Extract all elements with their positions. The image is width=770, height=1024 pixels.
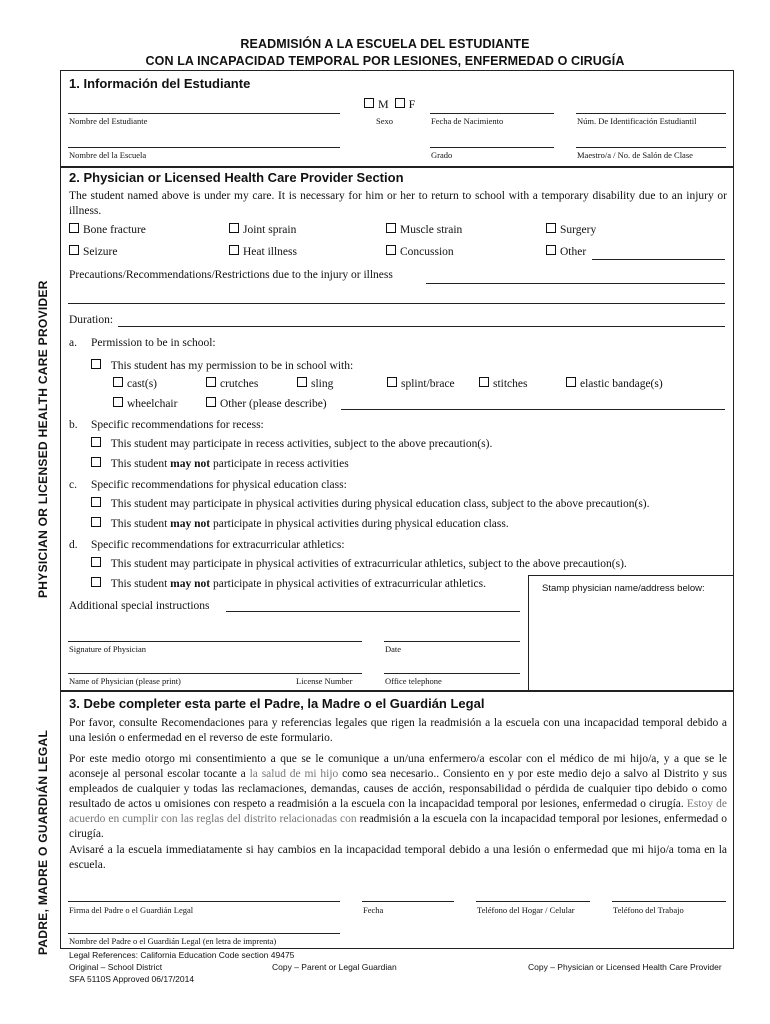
checkbox-icon: [69, 223, 79, 233]
checkbox-icon: [91, 557, 101, 567]
athletics-may[interactable]: This student may participate in physical activities of extracurricular athletics, subject to the above precaution(s).: [91, 557, 627, 570]
work-phone-label: Teléfono del Trabajo: [613, 905, 684, 915]
section3-para1: Por favor, consulte Recomendaciones para y referencias legales que rigen la readmisión a la escuela con una incapacidad temporal debido a una lesión o enfermedad en el reverso de este formulario.: [69, 717, 727, 744]
aid-casts[interactable]: cast(s): [113, 377, 157, 390]
item-d-text: Specific recommendations for extracurricular athletics:: [91, 539, 345, 551]
permission-in-school[interactable]: This student has my permission to be in school with:: [91, 359, 353, 372]
recess-may[interactable]: This student may participate in recess activities, subject to the above precaution(s).: [91, 437, 492, 450]
form-title-line1: READMISIÓN A LA ESCUELA DEL ESTUDIANTE: [240, 37, 530, 51]
section3-para3: Avisaré a la escuela immediatamente si hay cambios en la incapacidad temporal debido a una lesión o enfermedad que mi hijo/a toma en la escuela.: [69, 844, 727, 871]
parent-signature-line[interactable]: [68, 901, 340, 902]
home-phone-label: Teléfono del Hogar / Celular: [477, 905, 575, 915]
home-phone-line[interactable]: [476, 901, 590, 902]
pe-may[interactable]: This student may participate in physical activities during physical education class, subject to the above precaution(s).: [91, 497, 650, 510]
item-a-letter: a.: [69, 337, 77, 349]
condition-joint-sprain[interactable]: Joint sprain: [229, 223, 296, 236]
checkbox-icon: [386, 223, 396, 233]
parent-date-label: Fecha: [363, 905, 384, 915]
aid-other[interactable]: Other (please describe): [206, 397, 327, 410]
condition-bone-fracture[interactable]: Bone fracture: [69, 223, 146, 236]
aid-stitches[interactable]: stitches: [479, 377, 528, 390]
checkbox-icon: [113, 377, 123, 387]
checkbox-icon: [113, 397, 123, 407]
office-telephone-line[interactable]: [384, 673, 520, 674]
parent-name-line[interactable]: [68, 933, 340, 934]
item-b-text: Specific recommendations for recess:: [91, 419, 264, 431]
school-name-label: Nombre del la Escuela: [69, 150, 147, 160]
grade-label: Grado: [431, 150, 453, 160]
birth-date-label: Fecha de Nacimiento: [431, 116, 504, 126]
grade-line[interactable]: [430, 147, 554, 148]
legal-references: Legal References: California Education Code section 49475: [69, 950, 295, 960]
footer-copy-parent: Copy – Parent or Legal Guardian: [272, 962, 397, 972]
checkbox-icon: [91, 457, 101, 467]
parent-name-label: Nombre del Padre o el Guardián Legal (en letra de imprenta): [69, 936, 277, 946]
physician-date-line[interactable]: [384, 641, 520, 642]
condition-concussion[interactable]: Concussion: [386, 245, 454, 258]
checkbox-icon: [479, 377, 489, 387]
footer-original: Original – School District: [69, 962, 163, 972]
aid-wheelchair[interactable]: wheelchair: [113, 397, 177, 410]
school-name-line[interactable]: [68, 147, 340, 148]
checkbox-icon: [91, 577, 101, 587]
physician-signature-label: Signature of Physician: [69, 644, 146, 654]
checkbox-icon: [297, 377, 307, 387]
condition-surgery[interactable]: Surgery: [546, 223, 596, 236]
checkbox-icon: [546, 223, 556, 233]
student-id-label: Núm. De Identificación Estudiantil: [577, 116, 697, 126]
stamp-label: Stamp physician name/address below:: [542, 583, 705, 594]
item-d-letter: d.: [69, 539, 78, 551]
student-name-label: Nombre del Estudiante: [69, 116, 148, 126]
item-c-letter: c.: [69, 479, 77, 491]
office-telephone-label: Office telephone: [385, 676, 442, 686]
form-id: SFA 5110S Approved 06/17/2014: [69, 974, 195, 984]
footer-copy-provider: Copy – Physician or Licensed Health Care Provider: [528, 962, 722, 972]
checkbox-icon: [91, 517, 101, 527]
duration-line[interactable]: [118, 326, 725, 327]
aid-elastic-bandages[interactable]: elastic bandage(s): [566, 377, 663, 390]
student-id-line[interactable]: [576, 113, 726, 114]
other-condition-line[interactable]: [592, 259, 725, 260]
birth-date-line[interactable]: [430, 113, 554, 114]
aid-other-line[interactable]: [341, 409, 725, 410]
item-a-text: Permission to be in school:: [91, 337, 216, 349]
condition-other[interactable]: Other: [546, 245, 586, 258]
sex-checkboxes: M F: [364, 97, 415, 112]
aid-crutches[interactable]: crutches: [206, 377, 258, 390]
athletics-may-not[interactable]: This student may not participate in physical activities of extracurricular athletics.: [91, 577, 486, 590]
section3-para2: Por este medio otorgo mi consentimiento a que se le comunique a un/una enfermero/a escolar con el médico de mi hijo/a, y a que se le aconseje al personal escolar tocante a la salud de mi hijo como sea necesario.. Consiento en y por este medio dejo a salvo al Distrito y sus empleados de cualquier y todas las reclamaciones, demandas, causes de acción, responsabilidad o pérdida de cualquier tipo debido o como resultado de actos u omisiones con respeto a readmisión a la escuela con la incapacidad temporal por lesiones, enfermedad o cirugía. Estoy de acuerdo en cumplir con las reglas del distrito relacionadas con readmisión a la escuela con la incapacidad temporal por lesiones, enfermedad o cirugía.: [69, 753, 727, 840]
precautions-line[interactable]: [426, 283, 725, 284]
work-phone-line[interactable]: [612, 901, 726, 902]
section2-intro: The student named above is under my care. It is necessary for him or her to return to school with a temporary disability due to an injury or illness.: [69, 190, 727, 217]
checkbox-icon: [91, 437, 101, 447]
aid-sling[interactable]: sling: [297, 377, 333, 390]
duration-label: Duration:: [69, 314, 114, 326]
checkbox-icon: [387, 377, 397, 387]
teacher-line[interactable]: [576, 147, 726, 148]
section3-heading: 3. Debe completer esta parte el Padre, la Madre o el Guardián Legal: [69, 696, 485, 711]
checkbox-icon: [386, 245, 396, 255]
form-title-line2: CON LA INCAPACIDAD TEMPORAL POR LESIONES, ENFERMEDAD O CIRUGÍA: [145, 54, 625, 68]
parent-date-line[interactable]: [362, 901, 454, 902]
additional-instructions-label: Additional special instructions: [69, 600, 210, 612]
physician-signature-line[interactable]: [68, 641, 362, 642]
precautions-line-2[interactable]: [68, 303, 725, 304]
license-number-label: License Number: [296, 676, 353, 686]
parent-signature-label: Firma del Padre o el Guardián Legal: [69, 905, 194, 915]
checkbox-icon: [206, 377, 216, 387]
checkbox-icon: [546, 245, 556, 255]
side-label-physician: PHYSICIAN OR LICENSED HEALTH CARE PROVIDER: [36, 280, 50, 598]
side-label-parent: PADRE, MADRE O GUARDIÁN LEGAL: [36, 729, 50, 955]
student-name-line[interactable]: [68, 113, 340, 114]
condition-muscle-strain[interactable]: Muscle strain: [386, 223, 462, 236]
section2-heading: 2. Physician or Licensed Health Care Provider Section: [69, 170, 404, 185]
physician-name-line[interactable]: [68, 673, 362, 674]
sex-f-checkbox[interactable]: [395, 98, 405, 108]
recess-may-not[interactable]: This student may not participate in recess activities: [91, 457, 349, 470]
section1-heading: 1. Información del Estudiante: [69, 76, 251, 91]
condition-heat-illness[interactable]: Heat illness: [229, 245, 297, 258]
checkbox-icon: [229, 245, 239, 255]
precautions-label: Precautions/Recommendations/Restrictions due to the injury or illness: [69, 269, 393, 281]
aid-splint-brace[interactable]: splint/brace: [387, 377, 455, 390]
checkbox-icon: [229, 223, 239, 233]
sex-m-checkbox[interactable]: [364, 98, 374, 108]
item-b-letter: b.: [69, 419, 78, 431]
teacher-label: Maestro/a / No. de Salón de Clase: [577, 150, 693, 160]
checkbox-icon: [566, 377, 576, 387]
additional-instructions-line[interactable]: [226, 611, 520, 612]
physician-date-label: Date: [385, 644, 402, 654]
item-c-text: Specific recommendations for physical education class:: [91, 479, 347, 491]
checkbox-icon: [69, 245, 79, 255]
physician-name-label: Name of Physician (please print): [69, 676, 181, 686]
checkbox-icon: [206, 397, 216, 407]
condition-seizure[interactable]: Seizure: [69, 245, 117, 258]
checkbox-icon: [91, 497, 101, 507]
checkbox-icon: [91, 359, 101, 369]
pe-may-not[interactable]: This student may not participate in physical activities during physical education class.: [91, 517, 509, 530]
sex-label: Sexo: [376, 116, 393, 126]
